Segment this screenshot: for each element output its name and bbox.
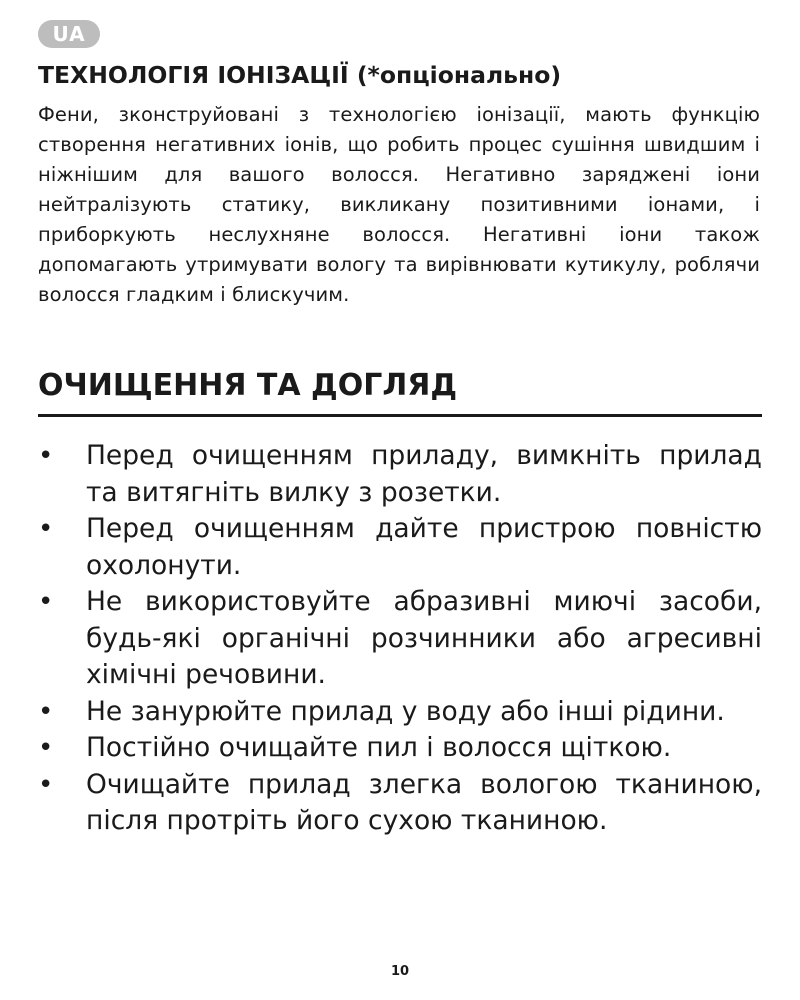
list-item-text: Не використовуйте абразивні миючі засоби, будь-які органічні розчинники або агресивні хімічні речовини. [86, 586, 762, 690]
section-divider [38, 414, 762, 417]
bullet-icon: • [38, 587, 54, 617]
list-item-text: Перед очищенням дайте пристрою повністю охолонути. [86, 513, 762, 581]
list-item-text: Не занурюйте прилад у воду або інші рідини. [86, 695, 725, 727]
list-item [38, 730, 762, 767]
list-item-text: Постійно очищайте пил і волосся щіткою. [86, 732, 672, 763]
bullet-icon: • [38, 514, 54, 544]
page-number: 10 [390, 964, 410, 979]
ionization-paragraph: Фени, зконструйовані з технологією іонізації, мають функцію створення негативних іонів, що робить процес сушіння швидшим і ніжнішим для вашого волосся. Негативно заряджені іони нейтралізують статику, викликану позитивними іонами, і приборкують неслухняне волосся. Негативні іони також допомагають утримувати вологу та вирівнювати кутикулу, роблячи волосся гладким і блискучим. [38, 103, 760, 306]
language-badge: UA [38, 20, 100, 48]
list-item [38, 584, 762, 694]
bullet-icon: • [38, 733, 54, 763]
list-item-text: Перед очищенням приладу, вимкніть прилад та витягніть вилку з розетки. [86, 440, 762, 508]
list-item [38, 438, 762, 511]
list-item [38, 767, 762, 840]
bullet-icon: • [38, 769, 54, 800]
list-item [38, 511, 762, 584]
ionization-heading: ТЕХНОЛОГІЯ ІОНІЗАЦІЇ (*опціонально) [38, 61, 562, 89]
cleaning-instructions-list [38, 438, 762, 840]
bullet-icon: • [38, 441, 54, 471]
list-item-text: Очищайте прилад злегка вологою тканиною, після протріть його сухою тканиною. [86, 768, 762, 836]
bullet-icon: • [38, 696, 54, 727]
list-item [38, 694, 762, 731]
cleaning-heading: ОЧИЩЕННЯ ТА ДОГЛЯД [38, 368, 458, 403]
